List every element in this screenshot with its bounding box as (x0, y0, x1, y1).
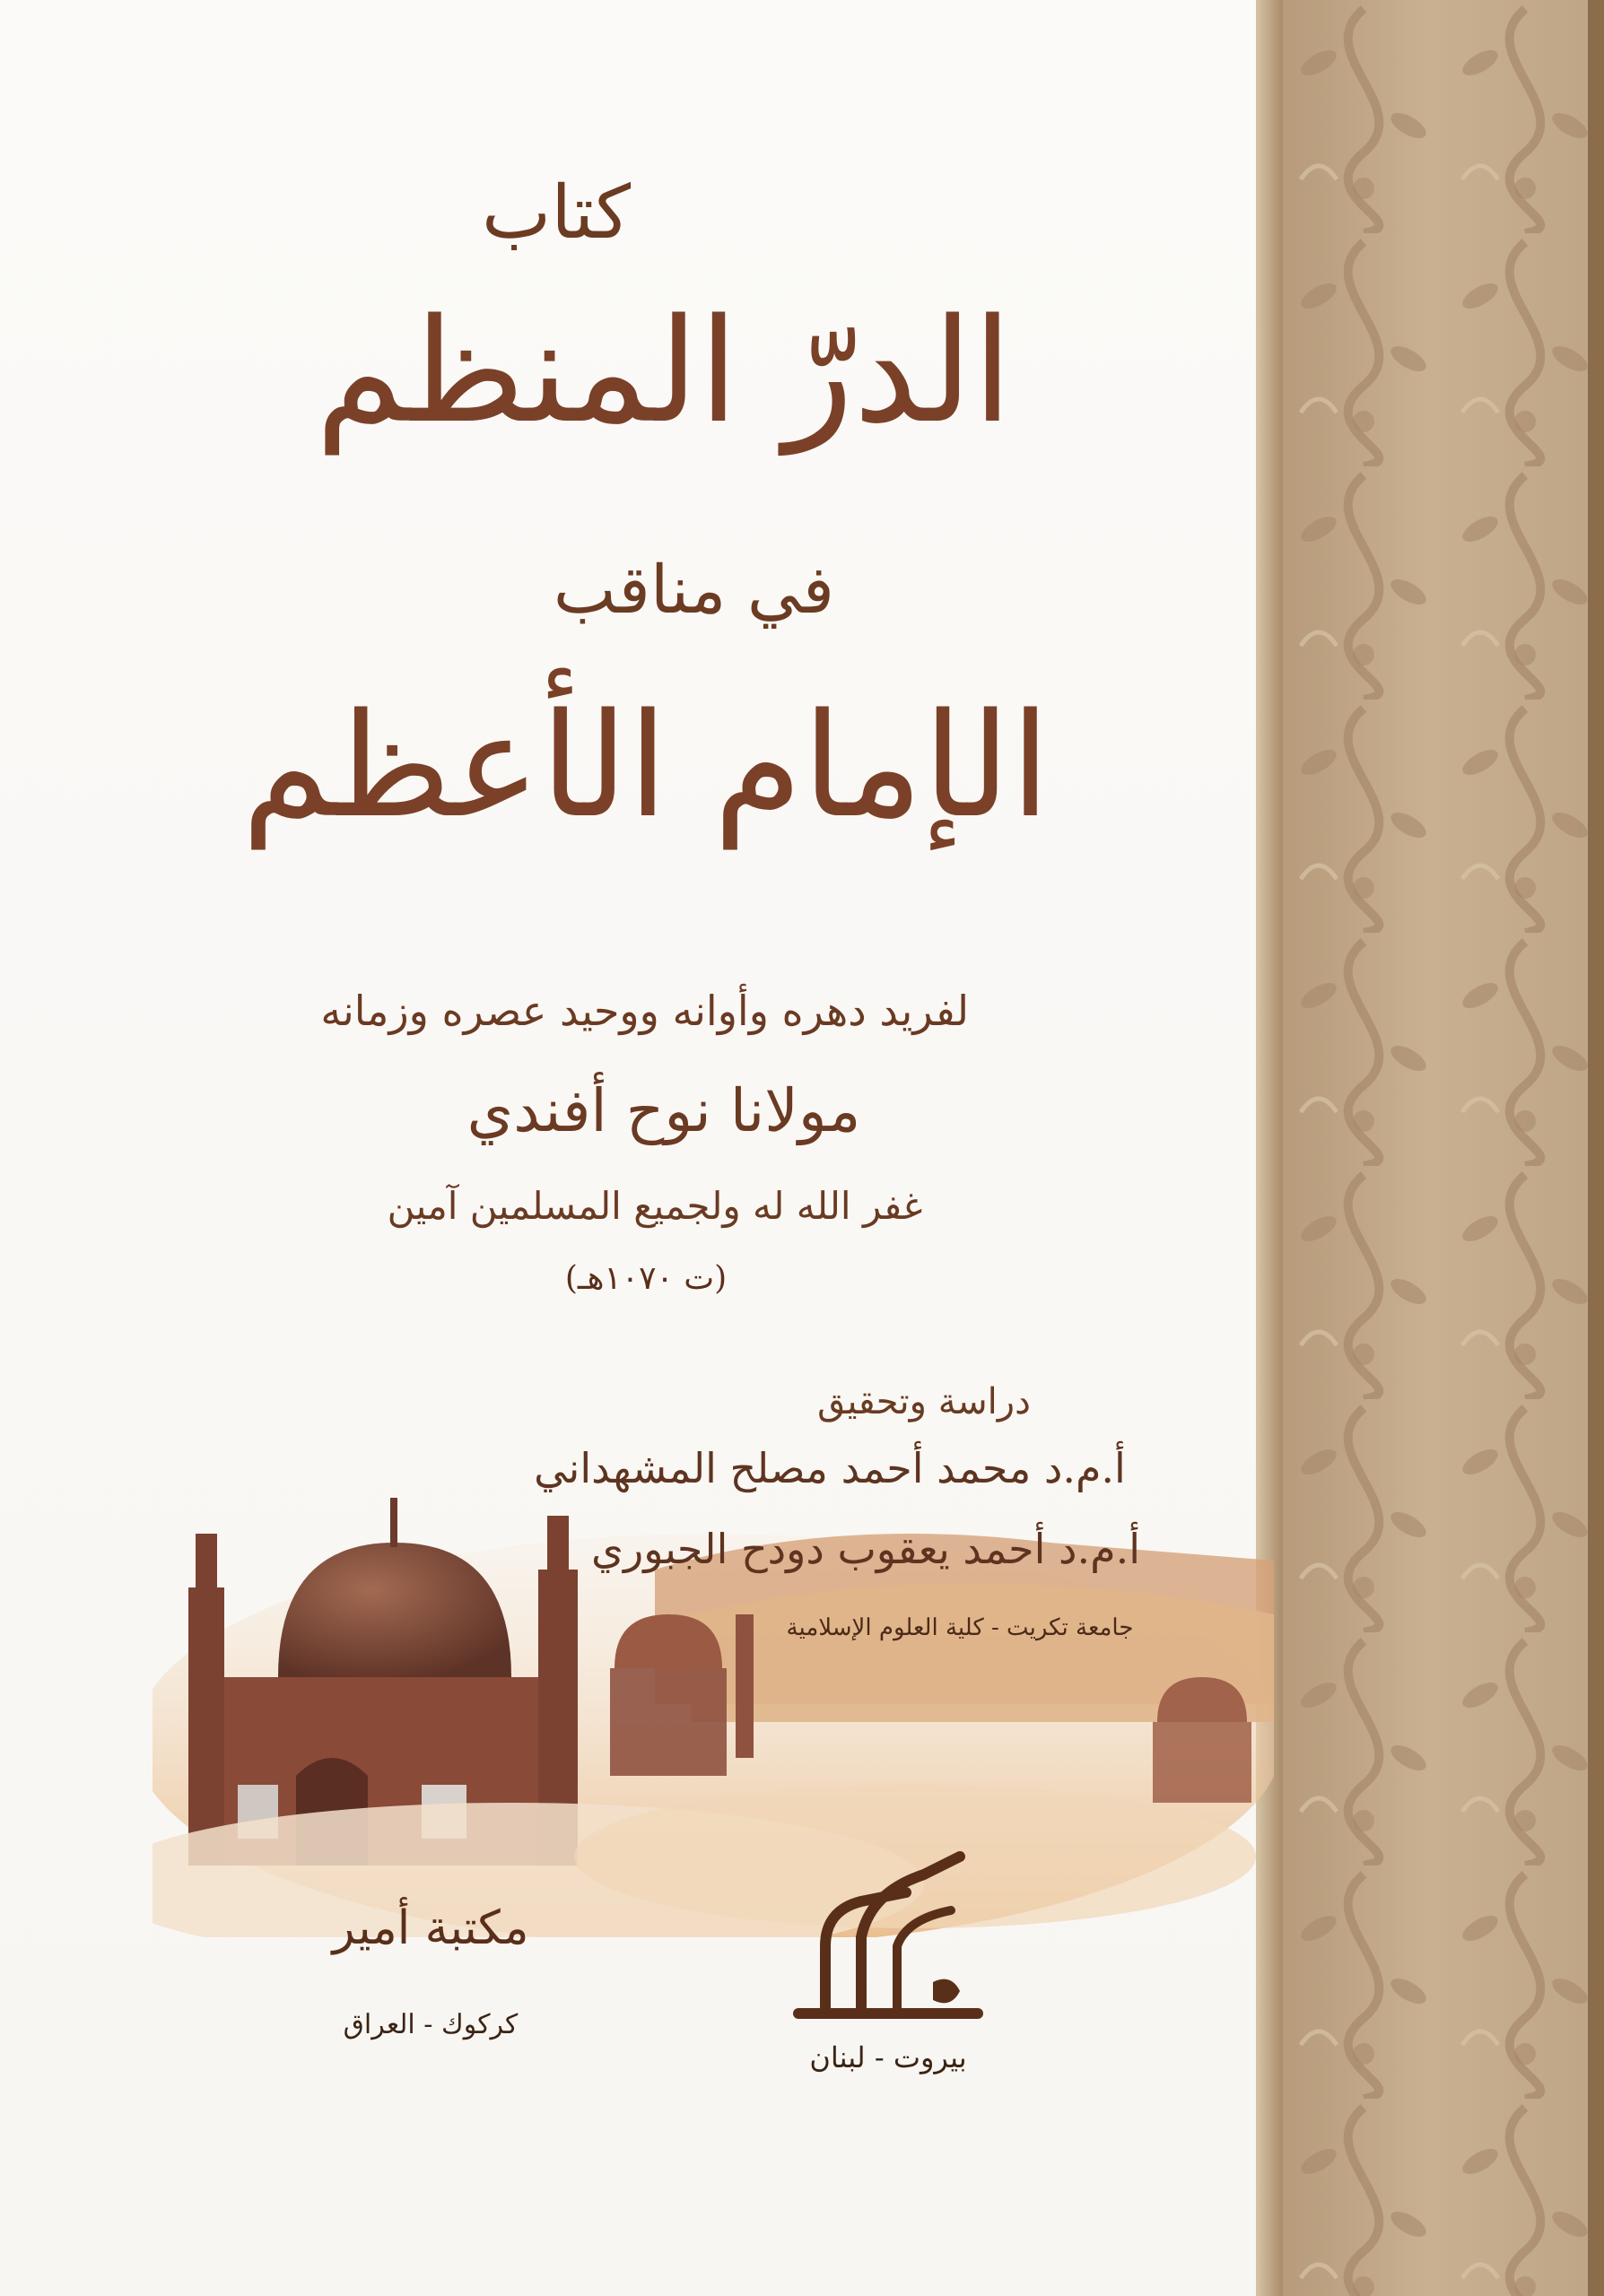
book-title-second: الإمام الأعظم (241, 682, 1050, 849)
decorative-spine (1283, 0, 1604, 2296)
editors-affiliation: جامعة تكريت - كلية العلوم الإسلامية (786, 1614, 1134, 1641)
publisher-right-place: بيروت - لبنان (809, 2040, 967, 2074)
editor-name-2: أ.م.د أحمد يعقوب دودح الجبوري (591, 1525, 1140, 1573)
label-fi-manaqib: في مناقب (553, 552, 834, 629)
author-prayer: غفر الله له ولجميع المسلمين آمين (387, 1184, 923, 1228)
author-name: مولانا نوح أفندي (466, 1076, 861, 1145)
maktabat-amir-logo-icon: مكتبة أمير (332, 1901, 529, 1955)
editor-name-1: أ.م.د محمد أحمد مصلح المشهداني (534, 1444, 1126, 1492)
label-kitab: كتاب (482, 170, 631, 256)
publisher-left-place: كركوك - العراق (343, 2009, 519, 2040)
dar-al-rayahin-logo-icon (771, 1839, 1005, 2036)
author-death-date: (ت ١٠٧٠هـ) (564, 1260, 728, 1297)
book-title-main: الدرّ المنظم (315, 287, 1013, 455)
floral-pattern-icon (1283, 0, 1604, 2296)
author-epithet: لفريد دهره وأوانه ووحيد عصره وزمانه (320, 987, 969, 1035)
editors-heading: دراسة وتحقيق (817, 1381, 1031, 1422)
spine-border (1256, 0, 1283, 2296)
mosque-desert-illustration (153, 1435, 1274, 1937)
spine-edge (1588, 0, 1604, 2296)
